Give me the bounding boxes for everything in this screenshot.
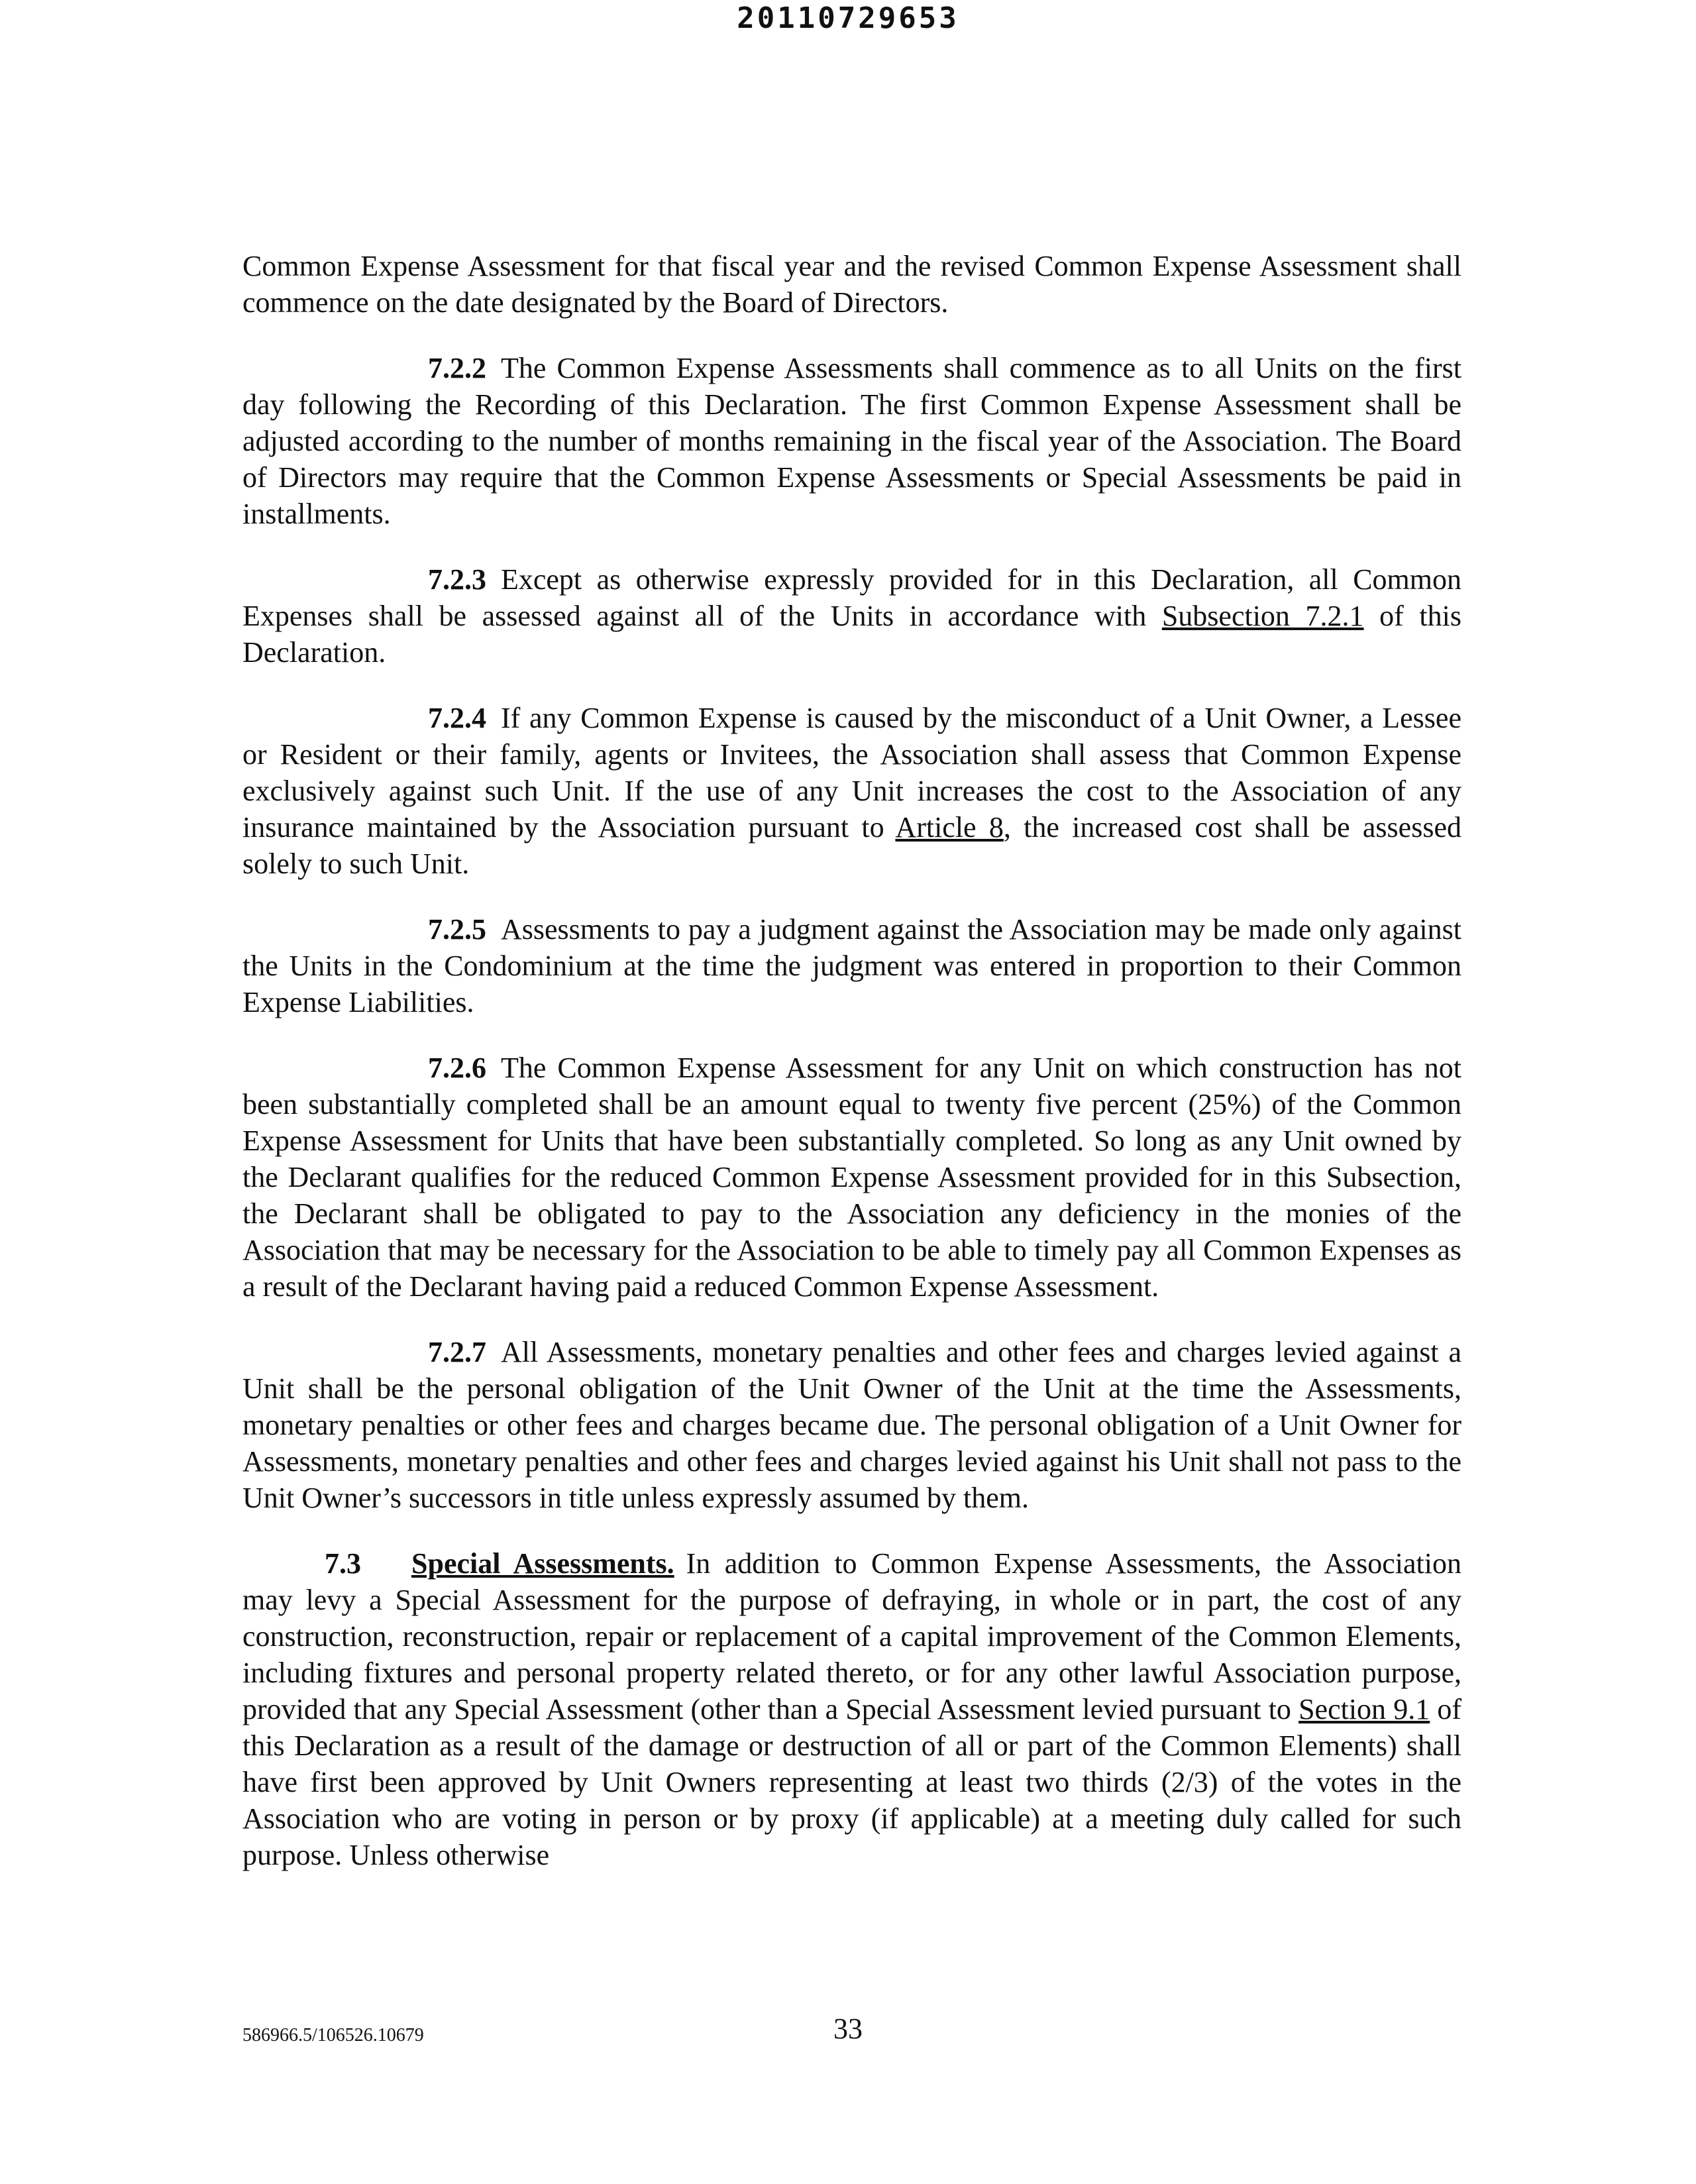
body-text <box>242 248 1461 1902</box>
paragraph-text: If any Common Expense is caused by the misconduct of a Unit Owner, a Lessee or Resident or their family, agents or Invitees, the Association shall assess that Common Expense exclusively against such Unit. If the use of any Unit increases the cost to the Association of any insurance maintained by the Association pursuant to <box>242 702 1461 844</box>
footer-document-id: 586966.5/106526.10679 <box>242 2025 424 2046</box>
section-number: 7.2.3 <box>428 563 486 596</box>
paragraph-7-2-2 <box>242 350 1461 532</box>
paragraph-text: The Common Expense Assessment for any Unit on which construction has not been substantially completed shall be an amount equal to twenty five percent (25%) of the Common Expense Assessment for Units that have been substantially completed. So long as any Unit owned by the Declarant qualifies for the reduced Common Expense Assessment provided for in this Subsection, the Declarant shall be obligated to pay to the Association any deficiency in the monies of the Association that may be necessary for the Association to be able to timely pay all Common Expenses as a result of the Declarant having paid a reduced Common Expense Assessment. <box>242 1052 1461 1303</box>
paragraph-7-2-4 <box>242 700 1461 882</box>
section-reference: Section 9.1 <box>1298 1693 1430 1725</box>
page-number: 33 <box>833 2012 863 2045</box>
section-heading: Special Assessments. <box>411 1547 674 1580</box>
article-reference: Article 8 <box>895 811 1004 844</box>
section-number: 7.2.5 <box>428 913 486 946</box>
paragraph-text: Assessments to pay a judgment against the Association may be made only against the Units in the Condominium at the time the judgment was entered in proportion to their Common Expense Liabilities. <box>242 913 1461 1018</box>
section-number: 7.2.2 <box>428 352 486 384</box>
paragraph-continuation <box>242 248 1461 321</box>
paragraph-text: of this Declaration as a result of the damage or destruction of all or part of the Common Elements) shall have first been approved by Unit Owners representing at least two thirds (2/3) of the votes in the Association who are voting in person or by proxy (if applicable) at a meeting duly called for such purpose. Unless otherwise <box>242 1693 1461 1871</box>
document-number: 20110729653 <box>737 1 959 35</box>
paragraph-text: Common Expense Assessment for that fiscal year and the revised Common Expense Assessment shall commence on the date designated by the Board of Directors. <box>242 250 1461 319</box>
paragraph-7-2-3 <box>242 561 1461 671</box>
section-number: 7.2.4 <box>428 702 486 734</box>
paragraph-7-2-6 <box>242 1050 1461 1305</box>
paragraph-7-3 <box>242 1545 1461 1873</box>
paragraph-text: Except as otherwise expressly provided for in this Declaration, all Common Expenses shall be assessed against all of the Units in accordance with <box>242 563 1461 632</box>
section-number: 7.2.7 <box>428 1336 486 1368</box>
section-number: 7.3 <box>325 1547 361 1580</box>
paragraph-text: All Assessments, monetary penalties and other fees and charges levied against a Unit shall be the personal obligation of the Unit Owner of the Unit at the time the Assessments, monetary penalties or other fees and charges became due. The personal obligation of a Unit Owner for Assessments, monetary penalties and other fees and charges levied against his Unit shall not pass to the Unit Owner’s successors in title unless expressly assumed by them. <box>242 1336 1461 1514</box>
subsection-reference: Subsection 7.2.1 <box>1161 600 1364 632</box>
section-number: 7.2.6 <box>428 1052 486 1084</box>
paragraph-7-2-5 <box>242 911 1461 1020</box>
paragraph-7-2-7 <box>242 1334 1461 1516</box>
paragraph-text: , the increased cost shall be assessed solely to such Unit. <box>242 811 1461 880</box>
paragraph-text: of this Declaration. <box>242 600 1461 669</box>
paragraph-text: The Common Expense Assessments shall commence as to all Units on the first day following the Recording of this Declaration. The first Common Expense Assessment shall be adjusted according to the number of months remaining in the fiscal year of the Association. The Board of Directors may require that the Common Expense Assessments or Special Assessments be paid in installments. <box>242 352 1461 530</box>
paragraph-text: In addition to Common Expense Assessments, the Association may levy a Special Assessment for the purpose of defraying, in whole or in part, the cost of any construction, reconstruction, repair or replacement of a capital improvement of the Common Elements, including fixtures and personal property related thereto, or for any other lawful Association purpose, provided that any Special Assessment (other than a Special Assessment levied pursuant to <box>242 1547 1461 1725</box>
